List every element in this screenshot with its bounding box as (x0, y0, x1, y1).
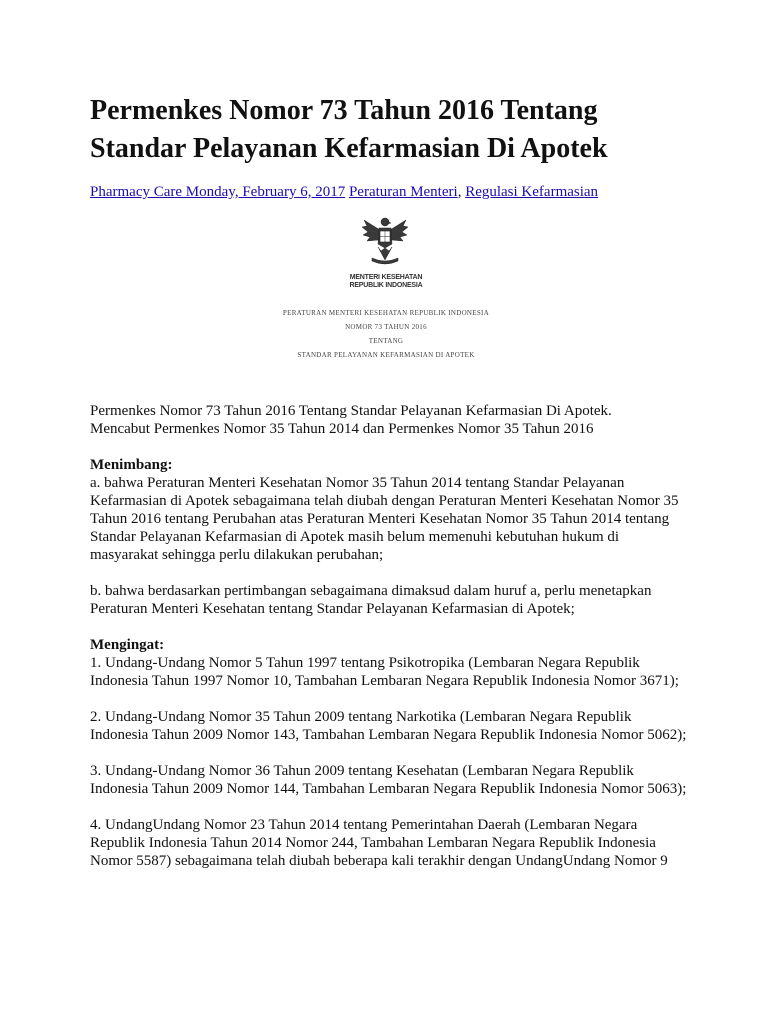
menimbang-a-paragraph (90, 456, 690, 564)
category-link-regulasi-kefarmasian[interactable]: Regulasi Kefarmasian (465, 184, 599, 200)
menimbang-item-b: b. bahwa berdasarkan pertimbangan sebagaimana dimaksud dalam huruf a, perlu menetapkan Peraturan Menteri Kesehatan tentang Standar Pelayanan Kefarmasian di Apotek; (90, 583, 652, 617)
mengingat-item-1: 1. Undang-Undang Nomor 5 Tahun 1997 tentang Psikotropika (Lembaran Negara Republik Indonesia Tahun 1997 Nomor 10, Tambahan Lembaran Negara Republik Indonesia Nomor 3671); (90, 655, 679, 689)
mengingat-1-paragraph (90, 636, 690, 690)
article-body (90, 402, 690, 888)
category-separator: , (457, 184, 462, 200)
title-line-1: Permenkes Nomor 73 Tahun 2016 Tentang (90, 95, 598, 126)
author-date-link[interactable]: Pharmacy Care Monday, February 6, 2017 (90, 184, 346, 200)
mengingat-heading: Mengingat: (90, 637, 165, 653)
regulation-heading (266, 306, 506, 362)
ministry-line-1: MENTERI KESEHATAN (349, 274, 423, 281)
mengingat-item-4: 4. UndangUndang Nomor 23 Tahun 2014 tentang Pemerintahan Daerah (Lembaran Negara Republik Indonesia Tahun 2014 Nomor 244, Tambahan Lembaran Negara Republik Indonesia Nomor 5587) sebagaimana telah diubah beberapa kali terakhir dengan UndangUndang Nomor 9 (90, 817, 668, 869)
regulation-about: TENTANG (368, 337, 404, 345)
mengingat-item-3: 3. Undang-Undang Nomor 36 Tahun 2009 tentang Kesehatan (Lembaran Negara Republik Indonesia Tahun 2009 Nomor 144, Tambahan Lembaran Negara Republik Indonesia Nomor 5063); (90, 763, 687, 797)
regulation-subject: STANDAR PELAYANAN KEFARMASIAN DI APOTEK (297, 351, 475, 359)
intro-line-2: Mencabut Permenkes Nomor 35 Tahun 2014 dan Permenkes Nomor 35 Tahun 2016 (90, 421, 594, 437)
page-title (90, 92, 690, 168)
intro-line-1: Permenkes Nomor 73 Tahun 2016 Tentang Standar Pelayanan Kefarmasian Di Apotek. (90, 403, 612, 419)
regulation-cover-image (266, 214, 506, 364)
menimbang-heading: Menimbang: (90, 457, 173, 473)
intro-paragraph (90, 402, 690, 438)
mengingat-item-2: 2. Undang-Undang Nomor 35 Tahun 2009 tentang Narkotika (Lembaran Negara Republik Indonesia Tahun 2009 Nomor 143, Tambahan Lembaran Negara Republik Indonesia Nomor 5062); (90, 709, 687, 743)
ministry-label (326, 274, 446, 290)
category-link-peraturan-menteri[interactable]: Peraturan Menteri (348, 184, 458, 200)
regulation-title: PERATURAN MENTERI KESEHATAN REPUBLIK INDONESIA (282, 309, 490, 317)
regulation-number: NOMOR 73 TAHUN 2016 (345, 323, 427, 331)
garuda-emblem-icon (358, 214, 412, 266)
menimbang-item-a: a. bahwa Peraturan Menteri Kesehatan Nomor 35 Tahun 2014 tentang Standar Pelayanan Kefarmasian di Apotek sebagaimana telah diubah dengan Peraturan Menteri Kesehatan Nomor 35 Tahun 2016 tentang Perubahan atas Peraturan Menteri Kesehatan Nomor 35 Tahun 2014 tentang Standar Pelayanan Kefarmasian di Apotek masih belum memenuhi kebutuhan hukum di masyarakat sehingga perlu dilakukan perubahan; (90, 475, 679, 563)
post-meta (90, 182, 598, 202)
ministry-line-2: REPUBLIK INDONESIA (349, 282, 423, 289)
title-line-2: Standar Pelayanan Kefarmasian Di Apotek (90, 133, 608, 164)
